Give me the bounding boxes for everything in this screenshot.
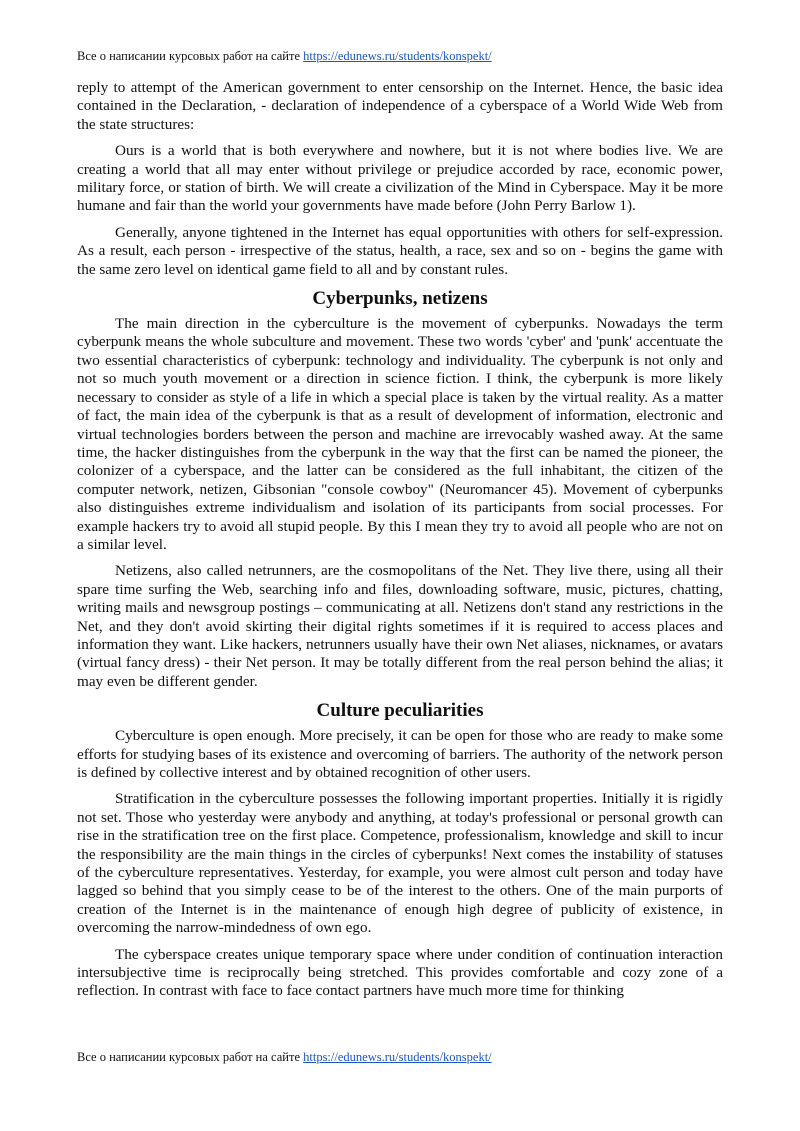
page-footer [77, 1049, 727, 1065]
footer-link[interactable]: https://edunews.ru/students/konspekt/ [303, 1050, 492, 1064]
paragraph: The main direction in the cyberculture is the movement of cyberpunks. Nowadays the term cyberpunk means the whole subculture and movement. These two words 'cyber' and 'punk' accentuate the two essential characteristics of cyberpunk: technology and individuality. The cyberpunk is not only and not so much youth movement or a direction in science fiction. I think, the cyberpunk is more likely necessary to consider as style of a life in which a special place is taken by the virtual reality. As a matter of fact, the main idea of the cyberpunk is that as a result of development of information, electronic and virtual technologies borders between the person and machine are irrevocably washed away. At the same time, the hacker distinguishes from the cyberpunk in the way that the first can be named the pioneer, the colonizer of a cyberspace, and the latter can be considered as the full inhabitant, the citizen of the computer network, netizen, Gibsonian "console cowboy" (Neuromancer 45). Movement of cyberpunks also distinguishes extreme individualism and isolation of its participants from social processes. For example hackers try to avoid all stupid people. By this I mean they try to avoid all people who are not on a similar level. [77, 315, 723, 553]
paragraph: Netizens, also called netrunners, are the cosmopolitans of the Net. They live there, using all their spare time surfing the Web, searching info and files, downloading software, music, pictures, chatting, writing mails and newsgroup postings – communicating at all. Netizens don't stand any restrictions in the Net, and they don't avoid skirting their digital rights sometimes if it is required to access places and information they want. Like hackers, netrunners usually have their own Net aliases, nicknames, or avatars (virtual fancy dress) - their Net person. It may be totally different from the real person behind the alias; it may even be different gender. [77, 562, 723, 690]
section-heading: Culture peculiarities [316, 700, 484, 722]
document-body [77, 79, 723, 1047]
paragraph: Ours is a world that is both everywhere and nowhere, but it is not where bodies live. We are creating a world that all may enter without privilege or prejudice accorded by race, economic power, military force, or station of birth. We will create a civilization of the Mind in Cyberspace. May it be more humane and fair than the world your governments have made before (John Perry Barlow 1). [77, 142, 723, 215]
paragraph: Generally, anyone tightened in the Internet has equal opportunities with others for self-expression. As a result, each person - irrespective of the status, health, a race, sex and so on - begins the game with the same zero level on identical game field to all and by constant rules. [77, 223, 723, 278]
paragraph: Cyberculture is open enough. More precisely, it can be open for those who are ready to make some efforts for studying bases of its existence and overcoming of barriers. The authority of the network person is defined by collective interest and by obtained recognition of other users. [77, 727, 723, 781]
section-heading: Cyberpunks, netizens [312, 288, 488, 310]
header-link[interactable]: https://edunews.ru/students/konspekt/ [303, 49, 492, 63]
footer-text: Все о написании курсовых работ на сайте [77, 1050, 300, 1064]
paragraph: Stratification in the cyberculture possesses the following important properties. Initially it is rigidly not set. Those who yesterday were anybody and anything, at today's professional or personal growth can rise in the stratification tree on the first place. Competence, professionalism, knowledge and skill to incur the responsibility are the main things in the circles of cyberpunks! Next comes the instability of statuses of the cyberculture representatives. Yesterday, for example, you were almost cult person and today have lagged so behind that you simply cease to be of the interest to the others. One of the main purports of creation of the Internet is in the maintenance of enough high degree of publicity of existence, in overcoming the narrow-mindedness of own ego. [77, 790, 723, 937]
page-header [77, 48, 727, 64]
paragraph: The cyberspace creates unique temporary space where under condition of continuation interaction intersubjective time is reciprocally being stretched. This provides comfortable and cozy zone of a reflection. In contrast with face to face contact partners have much more time for thinking [77, 945, 723, 1000]
header-text: Все о написании курсовых работ на сайте [77, 49, 300, 63]
paragraph: reply to attempt of the American government to enter censorship on the Internet. Hence, the basic idea contained in the Declaration, - declaration of independence of a cyberspace of a World Wide Web from the state structures: [77, 79, 723, 133]
